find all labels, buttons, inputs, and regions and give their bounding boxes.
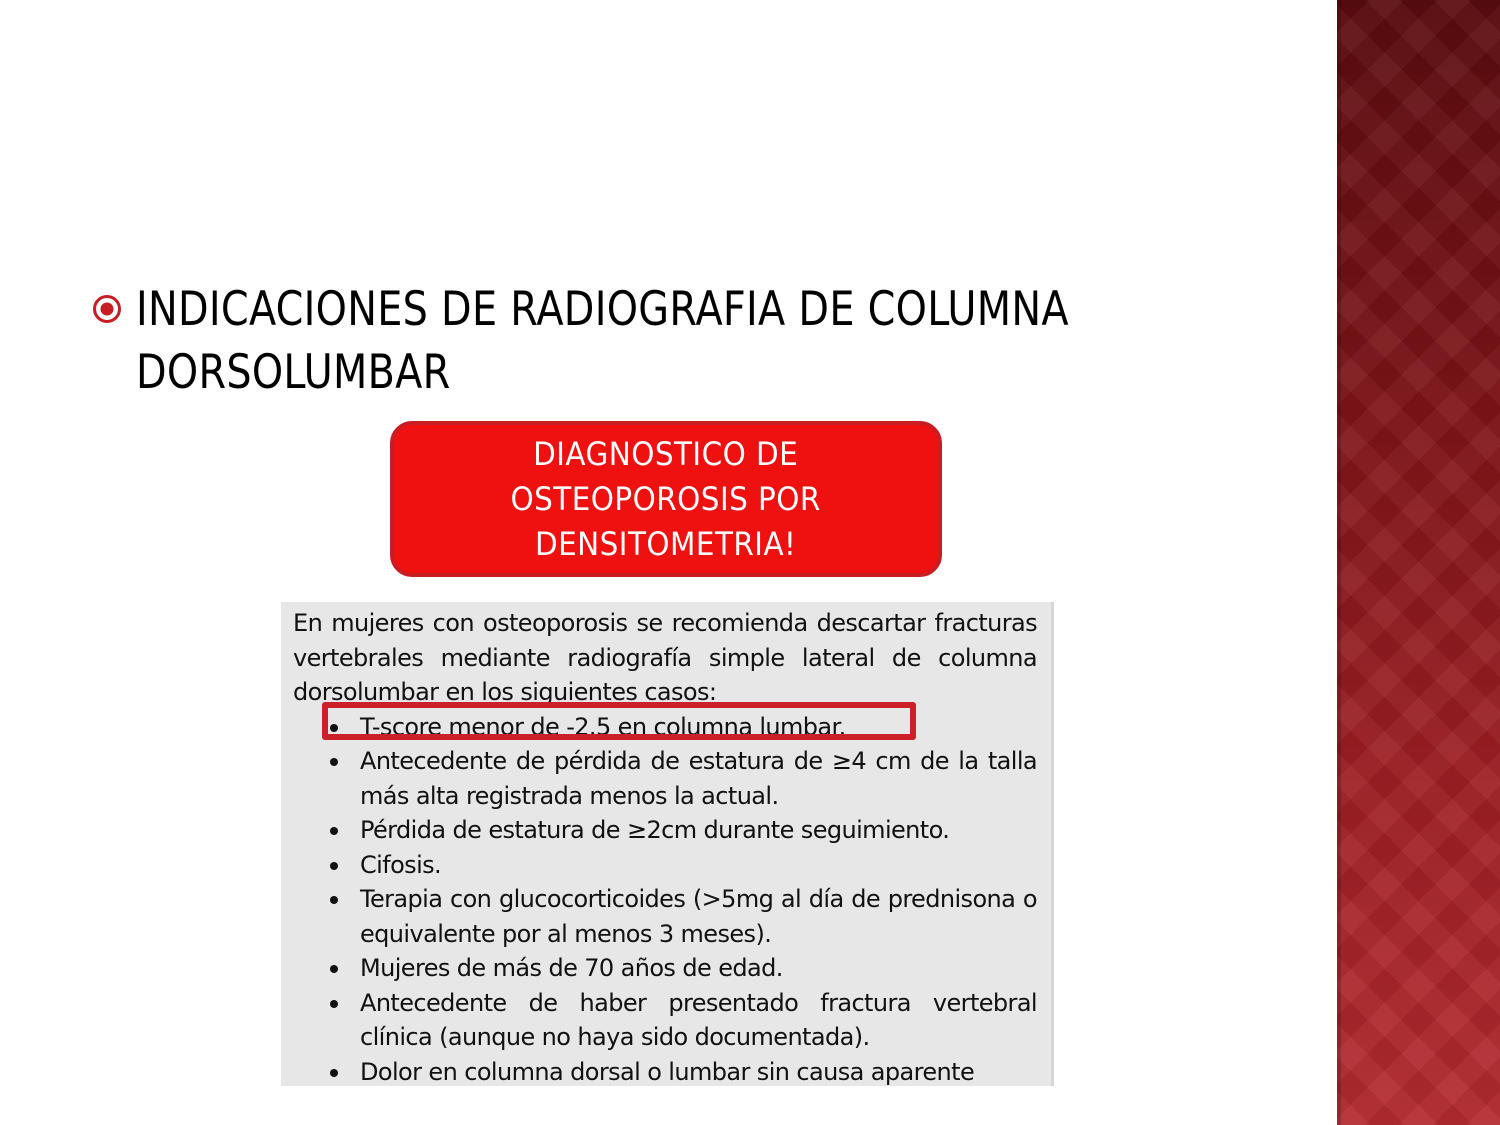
list-item-text: Cifosis. [360, 850, 442, 879]
recommendation-panel [281, 602, 1054, 1086]
title-bullet-row [92, 278, 1292, 404]
densitometry-callout [390, 421, 942, 577]
list-item-text: Mujeres de más de 70 años de edad. [360, 954, 783, 982]
list-item [293, 986, 1037, 1055]
list-item-text: Antecedente de haber presentado fractura vertebral clínica (aunque no haya sido documentada). [360, 988, 1037, 1051]
slide-title: INDICACIONES DE RADIOGRAFIA DE COLUMNA DORSOLUMBAR [136, 282, 1069, 400]
list-item-text: T-score menor de -2.5 en columna lumbar. [360, 712, 846, 741]
bullet-dot-icon [330, 965, 338, 973]
list-item-text: Pérdida de estatura de ≥2cm durante seguimiento. [360, 816, 950, 844]
bullet-dot-icon [330, 1069, 338, 1077]
indication-list [293, 710, 1037, 1090]
list-item-text: Terapia con glucocorticoides (>5mg al día de prednisona o equivalente por al menos 3 meses). [360, 885, 1037, 948]
list-item [293, 882, 1037, 951]
list-item [293, 744, 1037, 813]
list-item [293, 813, 1037, 848]
list-item-text: Dolor en columna dorsal o lumbar sin causa aparente [360, 1057, 975, 1086]
t-score-highlight-box [322, 702, 916, 740]
bullet-dot-icon [330, 1000, 338, 1008]
bullet-dot-icon [330, 827, 338, 835]
decorative-side-band [1337, 0, 1500, 1125]
list-item [293, 951, 1037, 986]
bullet-dot-icon [330, 896, 338, 904]
panel-intro: En mujeres con osteoporosis se recomienda descartar fracturas vertebrales mediante radiografía simple lateral de columna dorsolumbar en los siguientes casos: [293, 609, 1037, 706]
target-circle-icon [92, 294, 122, 324]
bullet-dot-icon [330, 758, 338, 766]
bullet-dot-icon [330, 862, 338, 870]
callout-text: DIAGNOSTICO DE OSTEOPOROSIS POR DENSITOMETRIA! [510, 434, 822, 563]
list-item [293, 848, 1037, 883]
list-item [293, 1055, 1037, 1090]
list-item-text: Antecedente de pérdida de estatura de ≥4 cm de la talla más alta registrada menos la actual. [360, 747, 1037, 810]
